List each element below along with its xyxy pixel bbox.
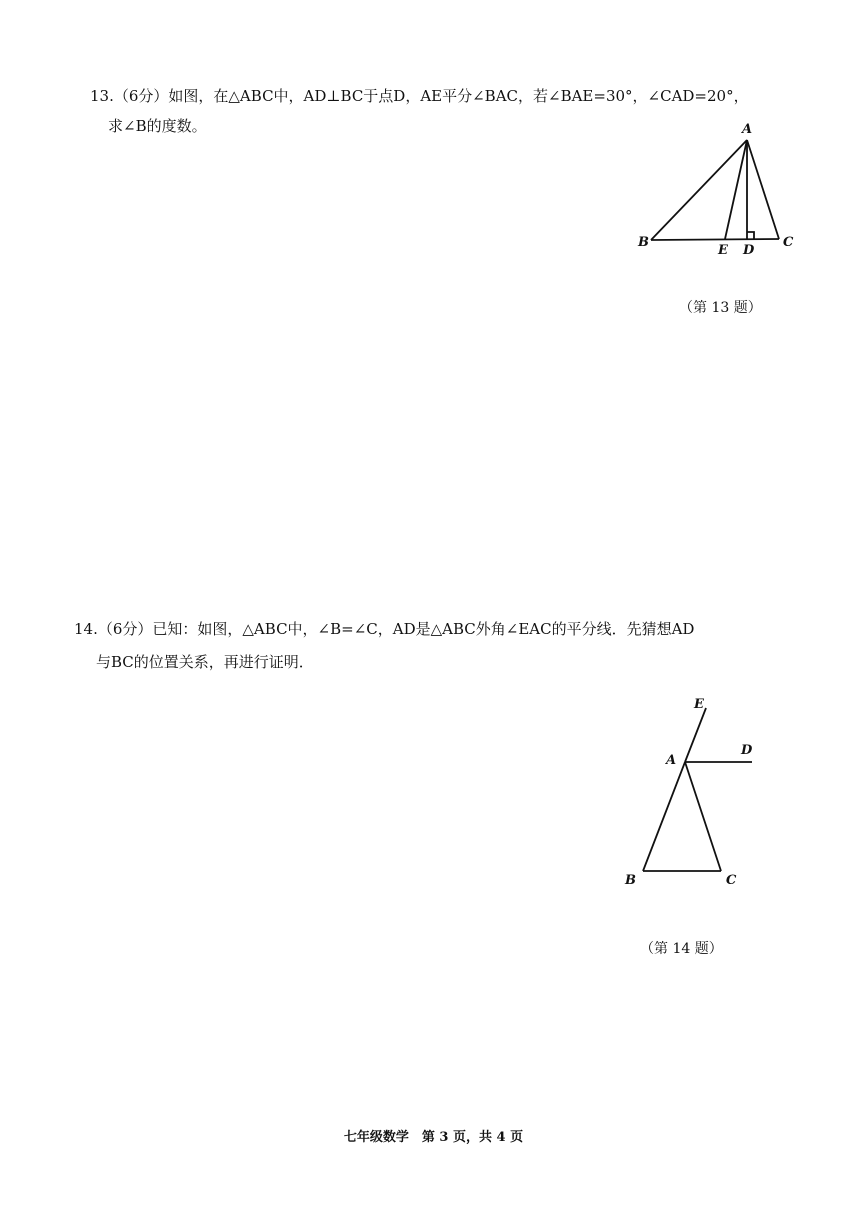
fig14-label-d: D xyxy=(741,743,753,758)
fig14-segment-ab xyxy=(643,762,685,871)
figure-14-caption: （第 14 题） xyxy=(640,941,723,957)
fig13-label-a: A xyxy=(742,122,753,137)
fig13-label-b: B xyxy=(638,235,649,250)
question-14-text-line-1: 14.（6分）已知：如图，△ABC中，∠B=∠C，AD是△ABC外角∠EAC的平分线．先猜想AD xyxy=(74,620,695,638)
page-footer: 七年级数学 第 3 页，共 4 页 xyxy=(343,1130,524,1145)
fig13-label-c: C xyxy=(783,235,794,250)
figure-13-triangle-diagram xyxy=(630,115,810,260)
fig14-segment-ac xyxy=(685,762,721,871)
fig14-label-a: A xyxy=(666,753,677,768)
fig13-label-e: E xyxy=(718,243,728,258)
fig13-segment-ab xyxy=(651,140,747,240)
question-14-text-line-2: 与BC的位置关系，再进行证明． xyxy=(96,653,314,671)
fig13-right-angle-mark xyxy=(747,232,754,239)
fig14-label-b: B xyxy=(625,873,636,888)
question-13-text-line-1: 13.（6分）如图，在△ABC中，AD⊥BC于点D，AE平分∠BAC，若∠BAE=30°，∠CAD=20°， xyxy=(90,87,749,105)
fig14-segment-ae-extension xyxy=(685,708,706,762)
fig13-label-d: D xyxy=(743,243,755,258)
fig13-segment-bc xyxy=(651,239,779,240)
fig14-label-c: C xyxy=(726,873,737,888)
fig14-label-e: E xyxy=(694,697,704,712)
fig13-segment-ac xyxy=(747,140,779,239)
fig13-segment-ae xyxy=(725,140,747,239)
figure-13-caption: （第 13 题） xyxy=(679,300,762,316)
figure-14-triangle-diagram xyxy=(615,690,775,900)
question-13-text-line-2: 求∠B的度数。 xyxy=(108,117,207,135)
